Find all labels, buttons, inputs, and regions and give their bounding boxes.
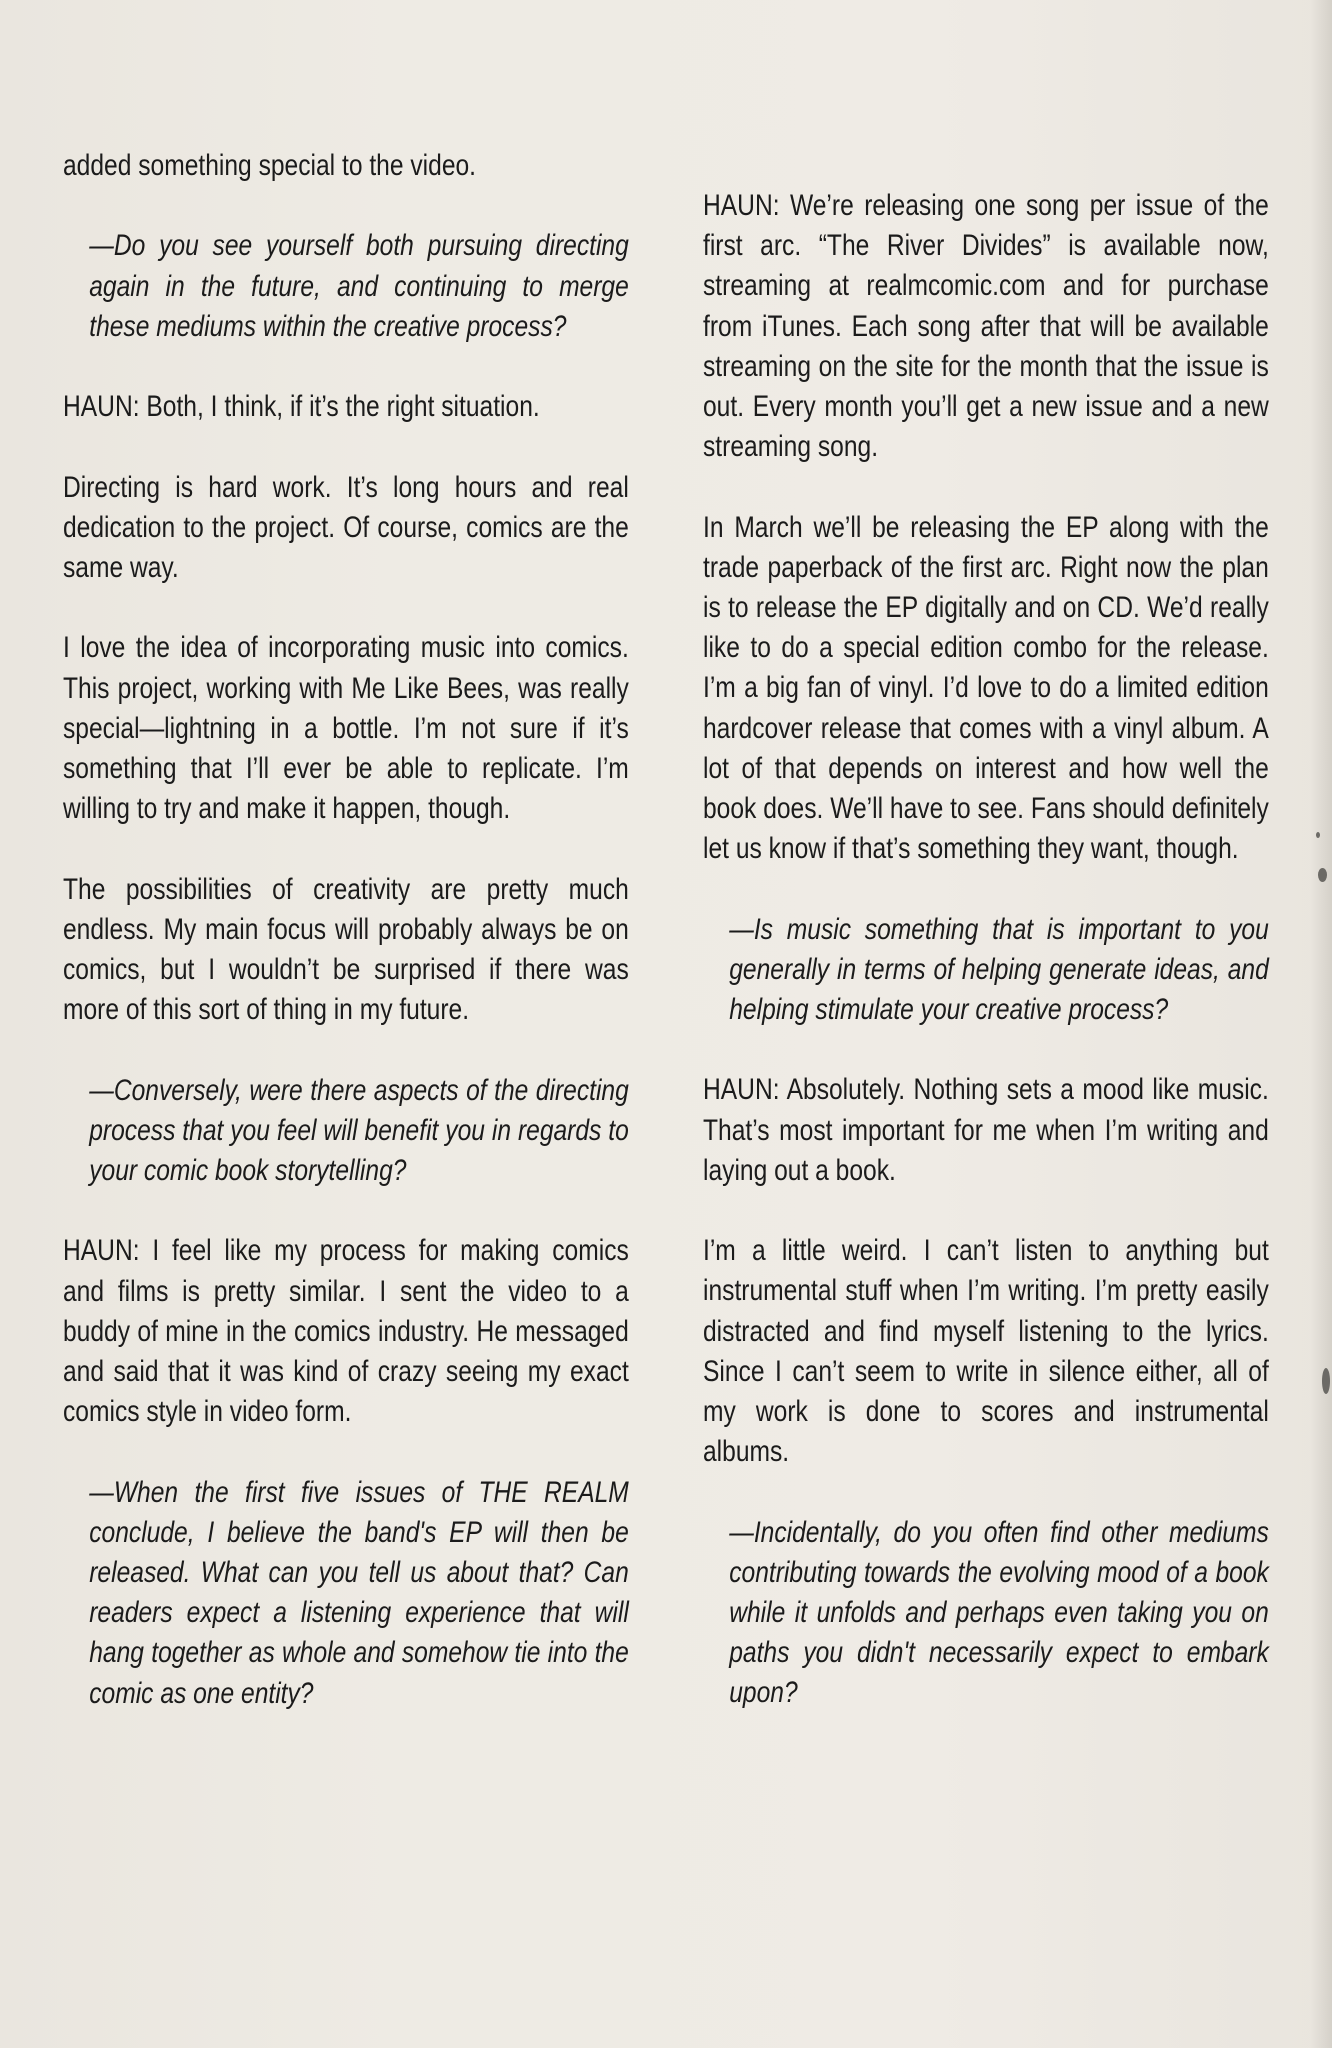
question-paragraph: —Conversely, were there aspects of the directing process that you feel will benefit you in regards to your comic book storytelling? [89,1073,629,1187]
answer-paragraph: I love the idea of incorporating music into comics. This project, working with Me Like Bees, was really special—lightning in a bottle. I’m not sure if it’s something that I’ll ever be able to replicate. I’m willing to try and make it happen, though. [63,631,629,826]
answer-paragraph: added something special to the video. [63,149,477,182]
paper-speck [1316,832,1320,838]
question-paragraph: —Is music something that is important to you generally in terms of helping generate ideas, and helping stimulate your creative process? [729,912,1269,1027]
paper-speck [1322,1368,1330,1394]
answer-paragraph: In March we’ll be releasing the EP along with the trade paperback of the first arc. Right now the plan is to release the EP digitally and on CD. We’d really like to do a special edition combo for the release. I’m a big fan of vinyl. I’d love to do a limited edition hardcover release that comes with a vinyl album. A lot of that depends on interest and how well the book does. We’ll have to see. Fans should definitely let us know if that’s something they want, though. [703,510,1269,866]
answer-paragraph: I’m a little weird. I can’t listen to anything but instrumental stuff when I’m writing. I’m pretty easily distracted and find myself listening to the lyrics. Since I can’t seem to write in silence either, all of my work is done to scores and instrumental albums. [703,1234,1269,1469]
question-paragraph: —Do you see yourself both pursuing directing again in the future, and continuing to merge these mediums within the creative process? [89,229,629,343]
answer-paragraph: HAUN: We’re releasing one song per issue of the first arc. “The River Divides” is available now, streaming at realmcomic.com and for purchase from iTunes. Each song after that will be available streaming on the site for the month that the issue is out. Every month you’ll get a new issue and a new streaming song. [703,189,1269,464]
answer-paragraph: HAUN: I feel like my process for making comics and films is pretty similar. I sent the video to a buddy of mine in the comics industry. He messaged and said that it was kind of crazy seeing my exact comics style in video form. [63,1234,629,1429]
question-paragraph: —When the first five issues of THE REALM conclude, I believe the band's EP will then be released. What can you tell us about that? Can readers expect a listening experience that will hang together as whole and somehow tie into the comic as one entity? [89,1475,629,1710]
answer-paragraph: HAUN: Both, I think, if it’s the right situation. [63,390,540,424]
page-edge-shadow [1310,0,1332,2048]
left-column [63,0,629,1754]
answer-paragraph: HAUN: Absolutely. Nothing sets a mood like music. That’s most important for me when I’m writing and laying out a book. [703,1073,1269,1187]
answer-paragraph: The possibilities of creativity are pretty much endless. My main focus will probably always be on comics, but I wouldn’t be surprised if there was more of this sort of thing in my future. [63,872,629,1027]
right-column [703,0,1269,1754]
answer-paragraph: Directing is hard work. It’s long hours and real dedication to the project. Of course, comics are the same way. [63,470,629,584]
question-paragraph: —Incidentally, do you often find other mediums contributing towards the evolving mood of a book while it unfolds and perhaps even taking you on paths you didn't necessarily expect to embark upon? [729,1515,1269,1710]
paper-speck [1318,868,1327,882]
